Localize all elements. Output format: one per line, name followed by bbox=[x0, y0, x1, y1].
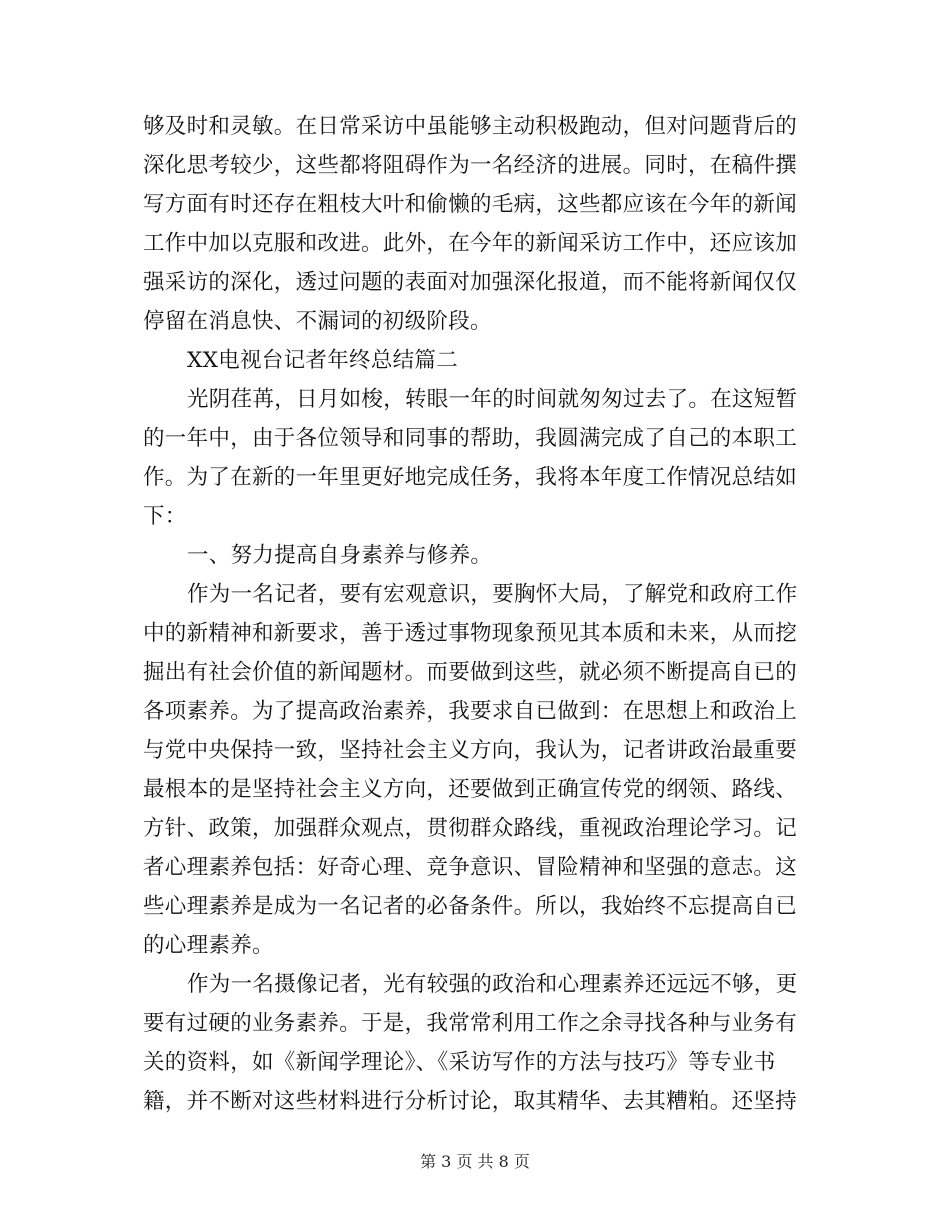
section-heading: XX电视台记者年终总结篇二 bbox=[187, 348, 459, 373]
body-text-line: 掘出有社会价值的新闻题材。而要做到这些，就必须不断提高自已的 bbox=[143, 660, 798, 685]
body-text-line: 深化思考较少，这些都将阻碍作为一名经济的进展。同时，在稿件撰 bbox=[143, 153, 798, 178]
body-text-line: 些心理素养是成为一名记者的必备条件。所以，我始终不忘提高自已 bbox=[143, 894, 798, 919]
body-text-line: 关的资料，如《新闻学理论》、《采访写作的方法与技巧》等专业书 bbox=[143, 1050, 776, 1075]
body-text-line: 写方面有时还存在粗枝大叶和偷懒的毛病，这些都应该在今年的新闻 bbox=[143, 192, 798, 217]
body-text-line: 强采访的深化，透过问题的表面对加强深化报道，而不能将新闻仅仅 bbox=[143, 270, 798, 295]
body-text-line: 作为一名摄像记者，光有较强的政治和心理素养还远远不够，更 bbox=[187, 972, 798, 997]
body-text-line: 下： bbox=[143, 504, 187, 529]
body-text-line: 籍，并不断对这些材料进行分析讨论，取其精华、去其糟粕。还坚持 bbox=[143, 1089, 798, 1114]
body-text-line: 各项素养。为了提高政治素养，我要求自已做到：在思想上和政治上 bbox=[143, 699, 798, 724]
page-number-footer: 第 3 页 共 8 页 bbox=[420, 1152, 530, 1171]
body-text-line: 的一年中，由于各位领导和同事的帮助，我圆满完成了自己的本职工 bbox=[143, 426, 798, 451]
body-text-line: 停留在消息快、不漏词的初级阶段。 bbox=[143, 309, 492, 334]
body-text-line: 与党中央保持一致，坚持社会主义方向，我认为，记者讲政治最重要 bbox=[143, 738, 798, 763]
body-text-line: 者心理素养包括：好奇心理、竞争意识、冒险精神和坚强的意志。这 bbox=[143, 855, 798, 880]
subsection-heading: 一、努力提高自身素养与修养。 bbox=[187, 543, 493, 568]
body-text-line: 要有过硬的业务素养。于是，我常常利用工作之余寻找各种与业务有 bbox=[143, 1011, 798, 1036]
body-text-line: 中的新精神和新要求，善于透过事物现象预见其本质和未来，从而挖 bbox=[143, 621, 798, 646]
body-text-line: 光阴荏苒，日月如梭，转眼一年的时间就匆匆过去了。在这短暂 bbox=[187, 387, 798, 412]
body-text-line: 的心理素养。 bbox=[143, 933, 274, 958]
body-text-line: 最根本的是坚持社会主义方向，还要做到正确宣传党的纲领、路线、 bbox=[143, 777, 798, 802]
body-text-line: 作。为了在新的一年里更好地完成任务，我将本年度工作情况总结如 bbox=[143, 465, 798, 490]
body-text-line: 作为一名记者，要有宏观意识，要胸怀大局，了解党和政府工作 bbox=[187, 582, 798, 607]
body-text-line: 方针、政策，加强群众观点，贯彻群众路线，重视政治理论学习。记 bbox=[143, 816, 798, 841]
body-text-line: 够及时和灵敏。在日常采访中虽能够主动积极跑动，但对问题背后的 bbox=[143, 114, 798, 139]
body-text-line: 工作中加以克服和改进。此外，在今年的新闻采访工作中，还应该加 bbox=[143, 231, 798, 256]
